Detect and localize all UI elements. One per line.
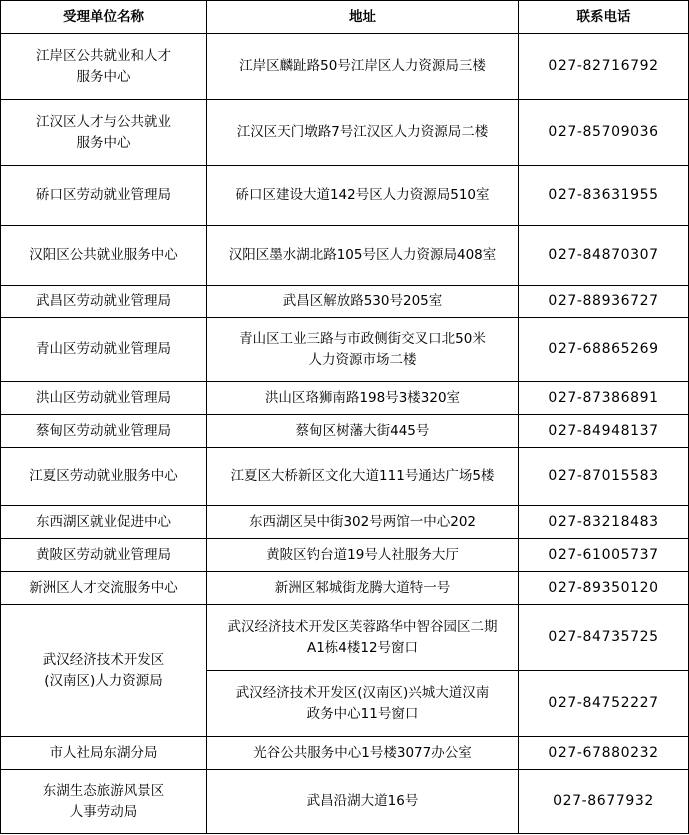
- unit-name-cell: [1, 770, 207, 834]
- phone-cell: 027-67880232: [519, 737, 689, 770]
- table-row: [1, 770, 689, 834]
- phone-cell: 027-8677932: [519, 770, 689, 834]
- unit-name-line: 服务中心: [76, 68, 131, 85]
- address-line: 政务中心11号窗口: [306, 705, 419, 722]
- header-phone: 联系电话: [519, 1, 689, 34]
- table-row: [1, 166, 689, 226]
- address-cell: 光谷公共服务中心1号楼3077办公室: [207, 737, 519, 770]
- table-row: [1, 572, 689, 605]
- address-cell: 武昌沿湖大道16号: [207, 770, 519, 834]
- unit-name-cell: [1, 605, 207, 737]
- unit-name-cell: 青山区劳动就业管理局: [1, 318, 207, 382]
- header-address: 地址: [207, 1, 519, 34]
- phone-cell: 027-84752227: [519, 671, 689, 737]
- phone-cell: 027-68865269: [519, 318, 689, 382]
- address-cell: [207, 671, 519, 737]
- unit-name-line: 江岸区公共就业和人才: [36, 47, 171, 64]
- unit-name-cell: 蔡甸区劳动就业管理局: [1, 415, 207, 448]
- table-row: [1, 382, 689, 415]
- unit-name-cell: 东西湖区就业促进中心: [1, 506, 207, 539]
- address-cell: 汉阳区墨水湖北路105号区人力资源局408室: [207, 226, 519, 286]
- phone-cell: 027-84948137: [519, 415, 689, 448]
- phone-cell: 027-84870307: [519, 226, 689, 286]
- unit-name-cell: 江夏区劳动就业服务中心: [1, 448, 207, 506]
- address-line: 人力资源市场二楼: [308, 351, 417, 368]
- phone-cell: 027-84735725: [519, 605, 689, 671]
- address-cell: 武昌区解放路530号205室: [207, 286, 519, 318]
- unit-name-cell: 市人社局东湖分局: [1, 737, 207, 770]
- unit-name-line: 武汉经济技术开发区: [42, 651, 165, 668]
- unit-name-line: (汉南区)人力资源局: [44, 672, 163, 689]
- unit-name-cell: 武昌区劳动就业管理局: [1, 286, 207, 318]
- table-row: [1, 737, 689, 770]
- phone-cell: 027-87015583: [519, 448, 689, 506]
- table-row: [1, 506, 689, 539]
- unit-name-cell: [1, 100, 207, 166]
- unit-name-cell: 汉阳区公共就业服务中心: [1, 226, 207, 286]
- address-cell: 硚口区建设大道142号区人力资源局510室: [207, 166, 519, 226]
- phone-cell: 027-61005737: [519, 539, 689, 572]
- address-cell: 蔡甸区树藩大街445号: [207, 415, 519, 448]
- unit-name-line: 人事劳动局: [69, 803, 138, 820]
- phone-cell: 027-83218483: [519, 506, 689, 539]
- unit-name-cell: [1, 34, 207, 100]
- address-cell: [207, 605, 519, 671]
- unit-name-cell: 黄陂区劳动就业管理局: [1, 539, 207, 572]
- phone-cell: 027-85709036: [519, 100, 689, 166]
- table-row: [1, 318, 689, 382]
- unit-name-line: 江汉区人才与公共就业: [36, 113, 171, 130]
- table-row: [1, 286, 689, 318]
- address-line: A1栋4楼12号窗口: [306, 639, 419, 656]
- header-unit-name: 受理单位名称: [1, 1, 207, 34]
- unit-name-cell: 硚口区劳动就业管理局: [1, 166, 207, 226]
- address-cell: 江夏区大桥新区文化大道111号通达广场5楼: [207, 448, 519, 506]
- unit-name-line: 服务中心: [76, 134, 131, 151]
- table-row: [1, 448, 689, 506]
- table-row: [1, 415, 689, 448]
- table-row: [1, 605, 689, 671]
- address-cell: 洪山区珞狮南路198号3楼320室: [207, 382, 519, 415]
- table-row: [1, 539, 689, 572]
- address-cell: 江岸区麟趾路50号江岸区人力资源局三楼: [207, 34, 519, 100]
- table-header-row: [1, 1, 689, 34]
- address-cell: 江汉区天门墩路7号江汉区人力资源局二楼: [207, 100, 519, 166]
- unit-name-cell: 新洲区人才交流服务中心: [1, 572, 207, 605]
- phone-cell: 027-87386891: [519, 382, 689, 415]
- address-cell: [207, 318, 519, 382]
- phone-cell: 027-82716792: [519, 34, 689, 100]
- address-cell: 新洲区邾城街龙腾大道特一号: [207, 572, 519, 605]
- address-line: 武汉经济技术开发区(汉南区)兴城大道汉南: [235, 684, 490, 701]
- phone-cell: 027-88936727: [519, 286, 689, 318]
- table-row: [1, 226, 689, 286]
- table-row: [1, 100, 689, 166]
- unit-name-line: 东湖生态旅游风景区: [42, 782, 165, 799]
- address-cell: 黄陂区钓台道19号人社服务大厅: [207, 539, 519, 572]
- address-line: 青山区工业三路与市政侧街交叉口北50米: [239, 330, 486, 347]
- unit-name-cell: 洪山区劳动就业管理局: [1, 382, 207, 415]
- phone-cell: 027-83631955: [519, 166, 689, 226]
- address-line: 武汉经济技术开发区芙蓉路华中智谷园区二期: [227, 618, 498, 635]
- table-row: [1, 34, 689, 100]
- address-cell: 东西湖区吴中街302号两馆一中心202: [207, 506, 519, 539]
- phone-cell: 027-89350120: [519, 572, 689, 605]
